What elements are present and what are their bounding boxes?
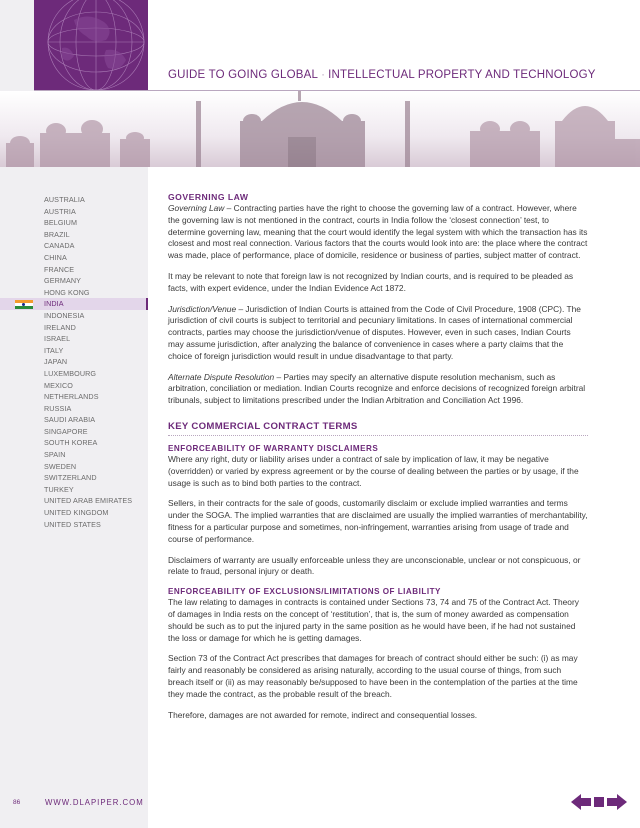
country-item[interactable]: TURKEY — [44, 484, 74, 494]
country-item[interactable]: SAUDI ARABIA — [44, 415, 96, 425]
page-navigation — [571, 792, 627, 812]
country-item[interactable]: INDONESIA — [44, 310, 85, 320]
country-item[interactable]: BELGIUM — [44, 218, 78, 228]
country-item[interactable]: UNITED STATES — [44, 519, 101, 529]
paragraph: Disclaimers of warranty are usually enforceable unless they are unconscionable, unclear or not conspicuous, or relate to fraud, personal injury or death. — [168, 554, 581, 577]
paragraph-lead: Alternate Dispute Resolution — [168, 371, 275, 382]
country-item[interactable]: SWITZERLAND — [44, 473, 97, 483]
paragraph-text: – Parties may specify an alternative dispute resolution mechanism, such as arbitration, conciliation or mediation. Indian Courts recognize and enforce decisions of recognized foreign arbitral tribunals, subject to limitations prescribed under the Indian Arbitration and Conciliation Act 1996. — [168, 371, 586, 406]
country-item[interactable]: FRANCE — [44, 264, 75, 274]
paragraph-lead: Governing Law — [168, 203, 225, 213]
arrow-right-icon[interactable] — [607, 794, 627, 810]
paragraph-text: – Jurisdiction of Indian Courts is attained from the Code of Civil Procedure, 1908 (CPC). The jurisdiction of civil courts is subject to territorial and pecuniary limitations. In cases of international commercial contracts, parties may choose the jurisdiction/venue of disputes. However, even in such cases, Indian Courts may assume jurisdiction, after analyzing the balance of convenience in cases where a party claims that the choice of foreign jurisdiction would result in undue disadvantage to that party. — [168, 303, 581, 361]
major-heading: KEY COMMERCIAL CONTRACT TERMS — [168, 420, 358, 432]
country-item[interactable]: MEXICO — [44, 380, 73, 390]
heading-divider — [168, 435, 588, 436]
paragraph: Sellers, in their contracts for the sale of goods, customarily disclaim or exclude implied warranties and terms under the SOGA. The implied warranties that are disclaimed are usually the implied warranties of merchantability, fitness for a particular purpose and sometimes, non-infringement, warranties arising from usage of trade and course of performance. — [168, 498, 588, 544]
country-item[interactable]: JAPAN — [44, 357, 68, 367]
paragraph-text: – Contracting parties have the right to choose the governing law of a contract. However, where the governing law is not mentioned in the contract, courts in India follow the ‘closest connection’ test, to determine governing law, meaning that the court would identify the legal system with which the transaction has its closest and most real connection. Various factors that the courts would look into are: the place where the contract was made, place of performance, place of domicile, residence or business of parties, subject matter of contract. — [168, 203, 588, 261]
arrow-left-icon[interactable] — [571, 794, 591, 810]
country-item[interactable]: LUXEMBOURG — [44, 368, 97, 378]
paragraph: It may be relevant to note that foreign law is not recognized by Indian courts, and is required to be pleaded as facts, with expert evidence, under the Indian Evidence Act 1872. — [168, 270, 574, 293]
country-item[interactable]: CHINA — [44, 252, 67, 262]
subsection-heading: ENFORCEABILITY OF EXCLUSIONS/LIMITATIONS OF LIABILITY — [168, 587, 441, 597]
title-separator: · — [321, 69, 326, 81]
paragraph: Section 73 of the Contract Act prescribes that damages for breach of contract should either be such: (i) as may fairly and reasonably be considered as arising naturally, according to the usual course of things, from such breach itself or (ii) as may reasonably be/supposed to have been in the contemplation of the parties at the time they made the contract, as the probable result of the breach. — [168, 653, 578, 699]
country-item[interactable]: SWEDEN — [44, 461, 77, 471]
country-item[interactable]: GERMANY — [44, 276, 82, 286]
paragraph: The law relating to damages in contracts is contained under Sections 73, 74 and 75 of the Contract Act. Theory of damages in India rests on the concept of ‘restitution’, that is, the sum of money awarded as compensation should be such as to put the injured party in the same position as he would have been, if he had not sustained the loss or damage for which he is getting damages. — [168, 597, 579, 643]
section-title: INTELLECTUAL PROPERTY AND TECHNOLOGY — [328, 69, 596, 81]
section-heading: GOVERNING LAW — [168, 192, 249, 202]
page-number: 86 — [13, 799, 21, 806]
paragraph — [168, 372, 588, 407]
paragraph — [168, 304, 588, 363]
square-icon[interactable] — [594, 797, 604, 807]
country-label: INDIA — [44, 299, 64, 309]
paragraph: Therefore, damages are not awarded for remote, indirect and consequential losses. — [168, 709, 478, 720]
taj-mahal-skyline-image — [0, 91, 640, 167]
country-item[interactable]: SPAIN — [44, 450, 66, 460]
country-item[interactable]: AUSTRALIA — [44, 195, 85, 204]
country-item-active[interactable] — [0, 298, 148, 310]
country-item[interactable]: CANADA — [44, 241, 75, 251]
country-item[interactable]: RUSSIA — [44, 403, 72, 413]
country-list — [0, 194, 148, 530]
country-item[interactable]: SOUTH KOREA — [44, 438, 98, 448]
country-item[interactable]: NETHERLANDS — [44, 392, 99, 402]
country-item[interactable]: AUSTRIA — [44, 206, 76, 216]
paragraph — [168, 203, 588, 262]
main-content — [168, 192, 588, 730]
country-item[interactable]: IRELAND — [44, 322, 76, 332]
country-item[interactable]: UNITED KINGDOM — [44, 508, 109, 518]
globe-graphic — [34, 0, 148, 90]
subsection-heading: ENFORCEABILITY OF WARRANTY DISCLAIMERS — [168, 443, 379, 453]
guide-title: GUIDE TO GOING GLOBAL — [168, 69, 319, 81]
country-item[interactable]: HONG KONG — [44, 287, 90, 297]
country-item[interactable]: SINGAPORE — [44, 426, 88, 436]
page-header-title — [168, 69, 596, 81]
country-item[interactable]: ISRAEL — [44, 334, 71, 344]
paragraph-lead: Jurisdiction/Venue — [168, 303, 237, 314]
country-item[interactable]: UNITED ARAB EMIRATES — [44, 496, 133, 506]
paragraph: Where any right, duty or liability arises under a contract of sale by implication of law, it may be negative (overridden) or varied by express agreement or by the course of dealing between the parties or by usage, if the usage is such as to bind both parties to the contract. — [168, 453, 579, 488]
india-flag-icon — [15, 300, 33, 309]
country-item[interactable]: BRAZIL — [44, 229, 70, 239]
country-item[interactable]: ITALY — [44, 345, 64, 355]
website-link[interactable]: WWW.DLAPIPER.COM — [45, 798, 144, 807]
